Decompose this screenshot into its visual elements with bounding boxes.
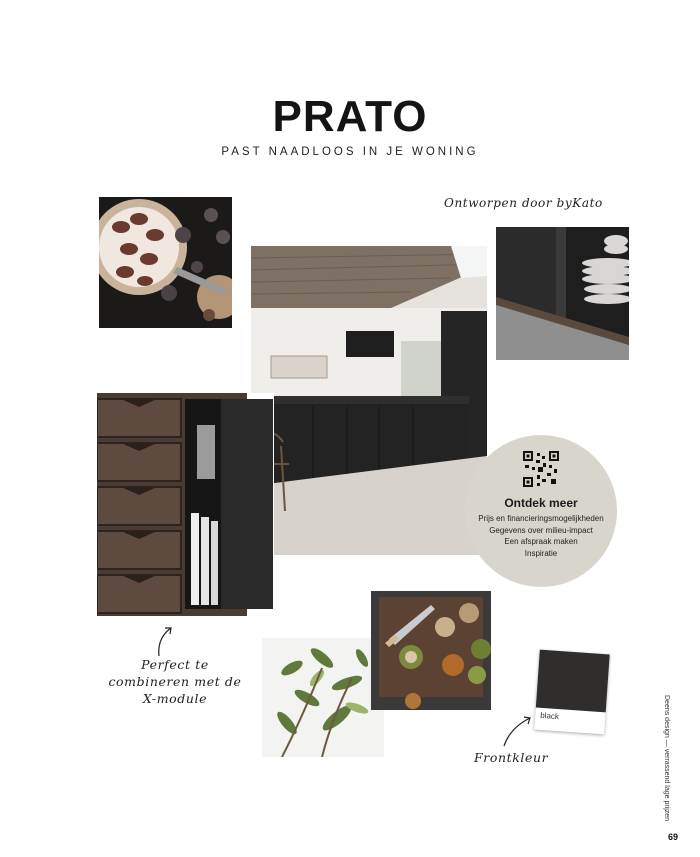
kitchen-photo — [251, 246, 487, 555]
swatch-label: black — [539, 710, 560, 722]
module-note-line: Perfect te — [141, 657, 209, 672]
info-item: Prijs en financieringsmogelijkheden — [478, 514, 604, 523]
info-item: Gegevens over milieu-impact — [489, 525, 593, 535]
figs-photo — [371, 591, 491, 710]
info-item: Een afspraak maken — [504, 537, 578, 546]
arrow-icon — [500, 714, 534, 748]
info-circle — [465, 435, 617, 587]
sidebar-tagline: Deens design — verrassend lage prijzen — [663, 695, 670, 822]
qr-code-icon[interactable] — [523, 451, 559, 487]
info-item: Inspiratie — [524, 548, 558, 558]
module-note — [100, 656, 250, 707]
page-number: 69 — [668, 832, 679, 842]
food-photo — [99, 197, 232, 328]
page-subtitle: PAST NAADLOOS IN JE WONING — [221, 146, 479, 158]
swatch-color — [536, 650, 610, 713]
module-note-line: combineren met de — [108, 674, 242, 689]
dishes-photo — [496, 227, 629, 360]
module-note-line: X-module — [142, 691, 208, 706]
plant-photo — [262, 638, 384, 757]
front-color-caption: Frontkleur — [474, 750, 549, 765]
info-heading: Ontdek meer — [504, 496, 578, 510]
arrow-icon — [153, 624, 177, 658]
page-title: PRATO — [272, 92, 428, 141]
cabinet-photo — [97, 393, 274, 616]
color-swatch — [534, 650, 609, 735]
info-list — [465, 513, 617, 559]
designer-note: Ontworpen door byKato — [444, 196, 603, 210]
